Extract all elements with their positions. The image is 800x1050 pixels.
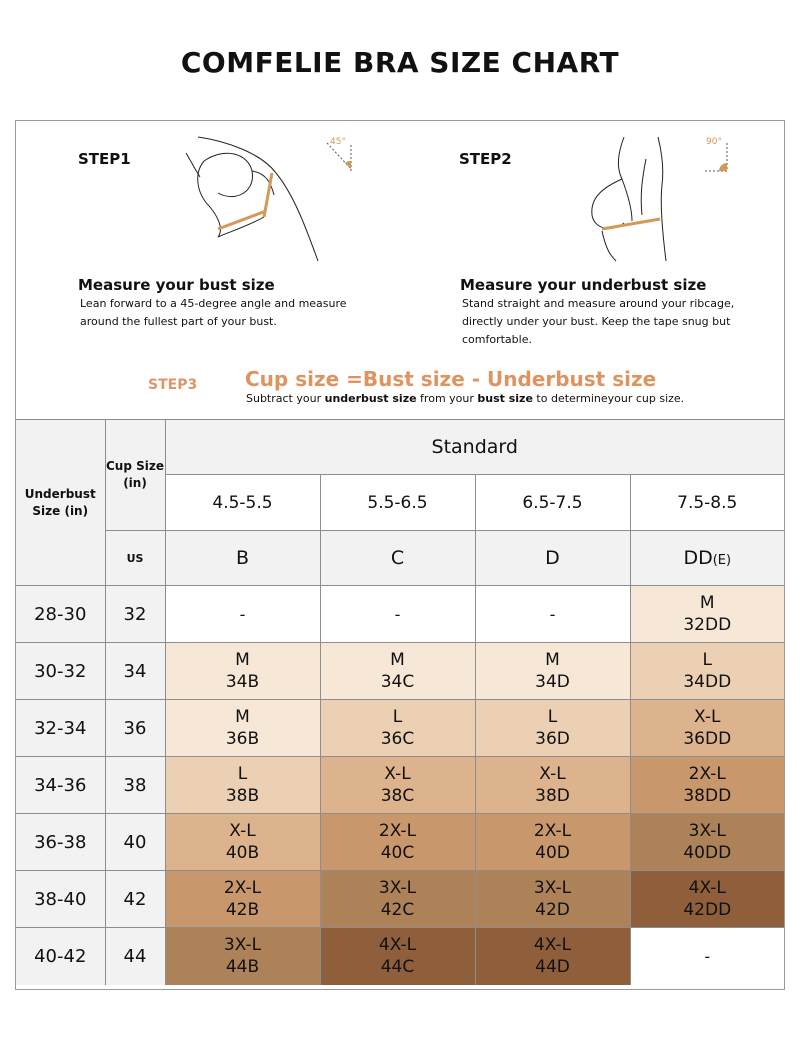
us-band-cell: 34: [105, 643, 165, 700]
size-cell: [320, 928, 475, 985]
step2-desc-line2: directly under your bust. Keep the tape snug but: [462, 315, 731, 328]
size-letter: L: [547, 707, 558, 727]
table-row: [16, 700, 784, 757]
underbust-cell: 30-32: [16, 643, 105, 700]
size-cell: [630, 814, 784, 871]
step1-description: [80, 295, 347, 331]
size-letter: M: [235, 650, 250, 670]
size-code: 38D: [535, 786, 570, 806]
size-letter: X-L: [229, 821, 256, 841]
size-code: 36D: [535, 729, 570, 749]
size-letter: 2X-L: [378, 821, 417, 841]
size-code: 42B: [225, 900, 260, 920]
underbust-cell: 34-36: [16, 757, 105, 814]
standard-header: Standard: [165, 420, 784, 475]
cup-dd-label: DD: [683, 547, 713, 569]
size-code: 42DD: [683, 900, 732, 920]
size-code: 44D: [535, 957, 570, 978]
cup-e-suffix: (E): [712, 553, 732, 568]
size-code: 40D: [535, 843, 570, 863]
size-code: 38B: [225, 786, 260, 806]
underbust-cell: 38-40: [16, 871, 105, 928]
size-letter: M: [235, 707, 250, 727]
size-cell: [630, 871, 784, 928]
stand-straight-illustration: [576, 133, 686, 263]
size-cell: [320, 757, 475, 814]
size-table: [16, 419, 784, 985]
size-cell: [475, 814, 630, 871]
size-cell: [165, 814, 320, 871]
size-cell: [475, 757, 630, 814]
step3-desc-mid: from your: [416, 392, 478, 405]
us-band-cell: 36: [105, 700, 165, 757]
size-letter: L: [237, 764, 248, 784]
size-code: 36B: [225, 729, 260, 749]
size-letter: 3X-L: [378, 878, 417, 898]
size-cell: [475, 928, 630, 985]
empty-size-cell: -: [320, 586, 475, 643]
size-cell: [165, 700, 320, 757]
cup-header: C: [320, 531, 475, 586]
range-header: 7.5-8.5: [630, 475, 784, 531]
size-code: 38C: [380, 786, 415, 806]
step3-description: [246, 392, 684, 405]
underbust-cell: 28-30: [16, 586, 105, 643]
size-cell: [630, 586, 784, 643]
size-letter: M: [699, 593, 715, 613]
size-letter: 3X-L: [688, 821, 726, 841]
cup-header: D: [475, 531, 630, 586]
step3-desc-post: to determineyour cup size.: [532, 392, 685, 405]
size-table-body: [16, 586, 784, 985]
step2-desc-line1: Stand straight and measure around your ribcage,: [462, 297, 735, 310]
cup-header-dd: [630, 531, 784, 586]
size-cell: [320, 700, 475, 757]
table-row: [16, 757, 784, 814]
size-code: 34DD: [683, 672, 732, 692]
table-row: [16, 928, 784, 985]
size-letter: 3X-L: [223, 935, 262, 956]
size-letter: 2X-L: [533, 821, 572, 841]
page-title: COMFELIE BRA SIZE CHART: [180, 46, 620, 79]
underbust-cell: 36-38: [16, 814, 105, 871]
us-band-cell: 42: [105, 871, 165, 928]
size-letter: X-L: [539, 764, 566, 784]
size-code: 44C: [380, 957, 415, 978]
step3-desc-bold2: bust size: [477, 392, 533, 405]
size-cell: [630, 757, 784, 814]
size-cell: [320, 643, 475, 700]
step3-desc-pre: Subtract your: [246, 392, 325, 405]
range-header: 5.5-6.5: [320, 475, 475, 531]
us-band-cell: 38: [105, 757, 165, 814]
size-code: 34C: [380, 672, 415, 692]
angle-45-label: 45°: [330, 137, 346, 147]
underbust-header: Underbust Size (in): [16, 420, 105, 586]
table-row: [16, 871, 784, 928]
empty-size-cell: -: [630, 928, 784, 985]
range-header: 6.5-7.5: [475, 475, 630, 531]
size-letter: M: [545, 650, 560, 670]
step1-label: STEP1: [78, 150, 131, 168]
step2-desc-line3: comfortable.: [462, 333, 532, 346]
size-cell: [165, 643, 320, 700]
size-cell: [320, 814, 475, 871]
size-cell: [630, 700, 784, 757]
size-cell: [165, 871, 320, 928]
size-letter: 2X-L: [223, 878, 262, 898]
step2-label: STEP2: [459, 150, 512, 168]
step3-heading: Cup size =Bust size - Underbust size: [245, 367, 657, 391]
us-band-cell: 40: [105, 814, 165, 871]
us-label: US: [105, 531, 165, 586]
size-chart-frame: [15, 120, 785, 990]
size-letter: 3X-L: [533, 878, 572, 898]
size-code: 42D: [535, 900, 570, 920]
step2-description: [462, 295, 734, 349]
size-letter: 4X-L: [533, 935, 572, 956]
size-cell: [475, 643, 630, 700]
size-code: 40B: [225, 843, 260, 863]
size-code: 44B: [225, 957, 260, 978]
empty-size-cell: -: [165, 586, 320, 643]
us-band-cell: 32: [105, 586, 165, 643]
size-code: 42C: [380, 900, 415, 920]
size-letter: 4X-L: [688, 878, 726, 898]
step1-heading: Measure your bust size: [78, 276, 275, 294]
step3-label: STEP3: [148, 377, 198, 393]
size-letter: L: [392, 707, 403, 727]
size-code: 36C: [380, 729, 415, 749]
size-letter: 4X-L: [378, 935, 417, 956]
size-cell: [475, 700, 630, 757]
size-code: 40C: [380, 843, 415, 863]
underbust-cell: 40-42: [16, 928, 105, 985]
size-code: 40DD: [683, 843, 732, 863]
table-row: [16, 586, 784, 643]
empty-size-cell: -: [475, 586, 630, 643]
size-cell: [320, 871, 475, 928]
table-row: [16, 814, 784, 871]
angle-90-label: 90°: [706, 137, 722, 147]
size-letter: X-L: [384, 764, 411, 784]
step3-desc-bold1: underbust size: [324, 392, 417, 405]
lean-forward-illustration: [166, 133, 326, 263]
us-band-cell: 44: [105, 928, 165, 985]
size-letter: M: [390, 650, 405, 670]
size-code: 38DD: [683, 786, 732, 806]
step1-desc-line1: Lean forward to a 45-degree angle and measure: [80, 297, 347, 310]
range-header: 4.5-5.5: [165, 475, 320, 531]
step1-desc-line2: around the fullest part of your bust.: [80, 315, 277, 328]
step2-heading: Measure your underbust size: [460, 276, 707, 294]
cup-header: B: [165, 531, 320, 586]
header-row-cups: [16, 531, 784, 586]
size-cell: [165, 928, 320, 985]
size-code: 36DD: [683, 729, 732, 749]
cup-size-header: Cup Size (in): [105, 420, 165, 531]
header-row-standard: [16, 420, 784, 475]
size-letter: L: [702, 650, 712, 670]
size-cell: [475, 871, 630, 928]
size-code: 34B: [225, 672, 260, 692]
size-cell: [165, 757, 320, 814]
size-code: 32DD: [683, 615, 732, 635]
size-cell: [630, 643, 784, 700]
size-code: 34D: [535, 672, 570, 692]
table-row: [16, 643, 784, 700]
size-letter: X-L: [694, 707, 721, 727]
underbust-cell: 32-34: [16, 700, 105, 757]
size-letter: 2X-L: [688, 764, 726, 784]
